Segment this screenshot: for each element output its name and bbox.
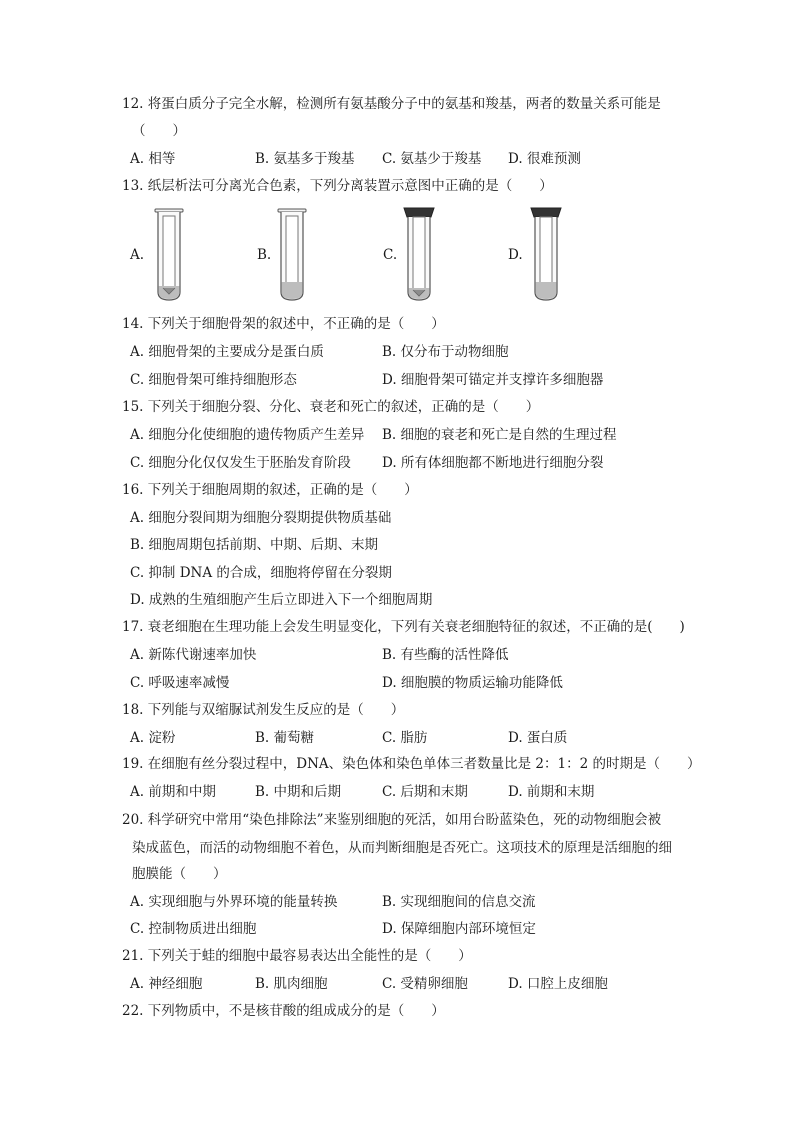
q15-option-d: D. 所有体细胞都不断地进行细胞分裂 [382, 455, 604, 471]
test-tube-a-figure [152, 206, 186, 304]
q18-option-a: A. 淀粉 [130, 730, 176, 746]
q20-option-a: A. 实现细胞与外界环境的能量转换 [130, 894, 338, 910]
test-tube-b-figure [275, 206, 309, 304]
q20-option-c: C. 控制物质进出细胞 [130, 921, 257, 937]
q15-option-a: A. 细胞分化使细胞的遗传物质产生差异 [130, 427, 365, 443]
q16-option-c: C. 抑制 DNA 的合成，细胞将停留在分裂期 [130, 565, 392, 581]
q12-option-b: B. 氨基多于羧基 [255, 151, 355, 167]
q12-option-a: A. 相等 [130, 151, 176, 167]
q12-blank: （ ） [132, 123, 186, 139]
q17-option-a: A. 新陈代谢速率加快 [130, 647, 257, 663]
q15-option-c: C. 细胞分化仅仅发生于胚胎发育阶段 [130, 455, 351, 471]
q21-option-d: D. 口腔上皮细胞 [508, 976, 608, 992]
test-tube-c-figure [402, 206, 436, 304]
q13-label-a: A. [130, 247, 145, 263]
q15-option-b: B. 细胞的衰老和死亡是自然的生理过程 [382, 427, 617, 443]
q19-option-b: B. 中期和后期 [255, 784, 342, 800]
q17-option-b: B. 有些酶的活性降低 [382, 647, 509, 663]
q16-option-d: D. 成熟的生殖细胞产生后立即进入下一个细胞周期 [130, 592, 433, 608]
q16-option-a: A. 细胞分裂间期为细胞分裂期提供物质基础 [130, 510, 392, 526]
q14-option-c: C. 细胞骨架可维持细胞形态 [130, 372, 297, 388]
q14-option-b: B. 仅分布于动物细胞 [382, 344, 509, 360]
q18-option-d: D. 蛋白质 [508, 730, 568, 746]
q19-option-c: C. 后期和末期 [382, 784, 468, 800]
q17-option-d: D. 细胞膜的物质运输功能降低 [382, 675, 563, 691]
q18-option-c: C. 脂肪 [382, 730, 428, 746]
q21-option-a: A. 神经细胞 [130, 976, 203, 992]
q12-stem: 12. 将蛋白质分子完全水解，检测所有氨基酸分子中的氨基和羧基，两者的数量关系可能是 [122, 96, 661, 112]
q14-option-d: D. 细胞骨架可锚定并支撑许多细胞器 [382, 372, 604, 388]
q13-label-b: B. [257, 247, 272, 263]
q19-option-d: D. 前期和末期 [508, 784, 595, 800]
q17-option-c: C. 呼吸速率减慢 [130, 675, 230, 691]
q20-stem-line-3: 胞膜能（ ） [132, 866, 227, 882]
q20-option-d: D. 保障细胞内部环境恒定 [382, 921, 536, 937]
q16-option-b: B. 细胞周期包括前期、中期、后期、末期 [130, 537, 379, 553]
q14-stem: 14. 下列关于细胞骨架的叙述中，不正确的是（ ） [122, 316, 445, 332]
q13-label-d: D. [508, 247, 523, 263]
q17-stem: 17. 衰老细胞在生理功能上会发生明显变化，下列有关衰老细胞特征的叙述，不正确的是( ) [122, 619, 685, 635]
test-tube-d-figure [529, 206, 563, 304]
q20-stem-line-2: 染成蓝色，而活的动物细胞不着色，从而判断细胞是否死亡。这项技术的原理是活细胞的细 [132, 840, 672, 856]
q20-option-b: B. 实现细胞间的信息交流 [382, 894, 536, 910]
q13-label-c: C. [383, 247, 398, 263]
q22-stem: 22. 下列物质中，不是核苷酸的组成成分的是（ ） [122, 1003, 445, 1019]
q12-option-d: D. 很难预测 [508, 151, 581, 167]
q14-option-a: A. 细胞骨架的主要成分是蛋白质 [130, 344, 324, 360]
q19-stem: 19. 在细胞有丝分裂过程中，DNA、染色体和染色单体三者数量比是 2：1：2 的时期是（ ） [122, 756, 701, 772]
q21-option-c: C. 受精卵细胞 [382, 976, 468, 992]
q19-option-a: A. 前期和中期 [130, 784, 216, 800]
q20-stem-line-1: 20. 科学研究中常用“染色排除法”来鉴别细胞的死活，如用台盼蓝染色，死的动物细胞会被 [122, 812, 662, 828]
q15-stem: 15. 下列关于细胞分裂、分化、衰老和死亡的叙述，正确的是（ ） [122, 399, 540, 415]
q18-option-b: B. 葡萄糖 [255, 730, 315, 746]
q12-option-c: C. 氨基少于羧基 [382, 151, 482, 167]
q21-option-b: B. 肌肉细胞 [255, 976, 328, 992]
q21-stem: 21. 下列关于蛙的细胞中最容易表达出全能性的是（ ） [122, 948, 472, 964]
q16-stem: 16. 下列关于细胞周期的叙述，正确的是（ ） [122, 482, 418, 498]
q13-stem: 13. 纸层析法可分离光合色素，下列分离装置示意图中正确的是（ ） [122, 178, 553, 194]
q18-stem: 18. 下列能与双缩脲试剂发生反应的是（ ） [122, 702, 405, 718]
